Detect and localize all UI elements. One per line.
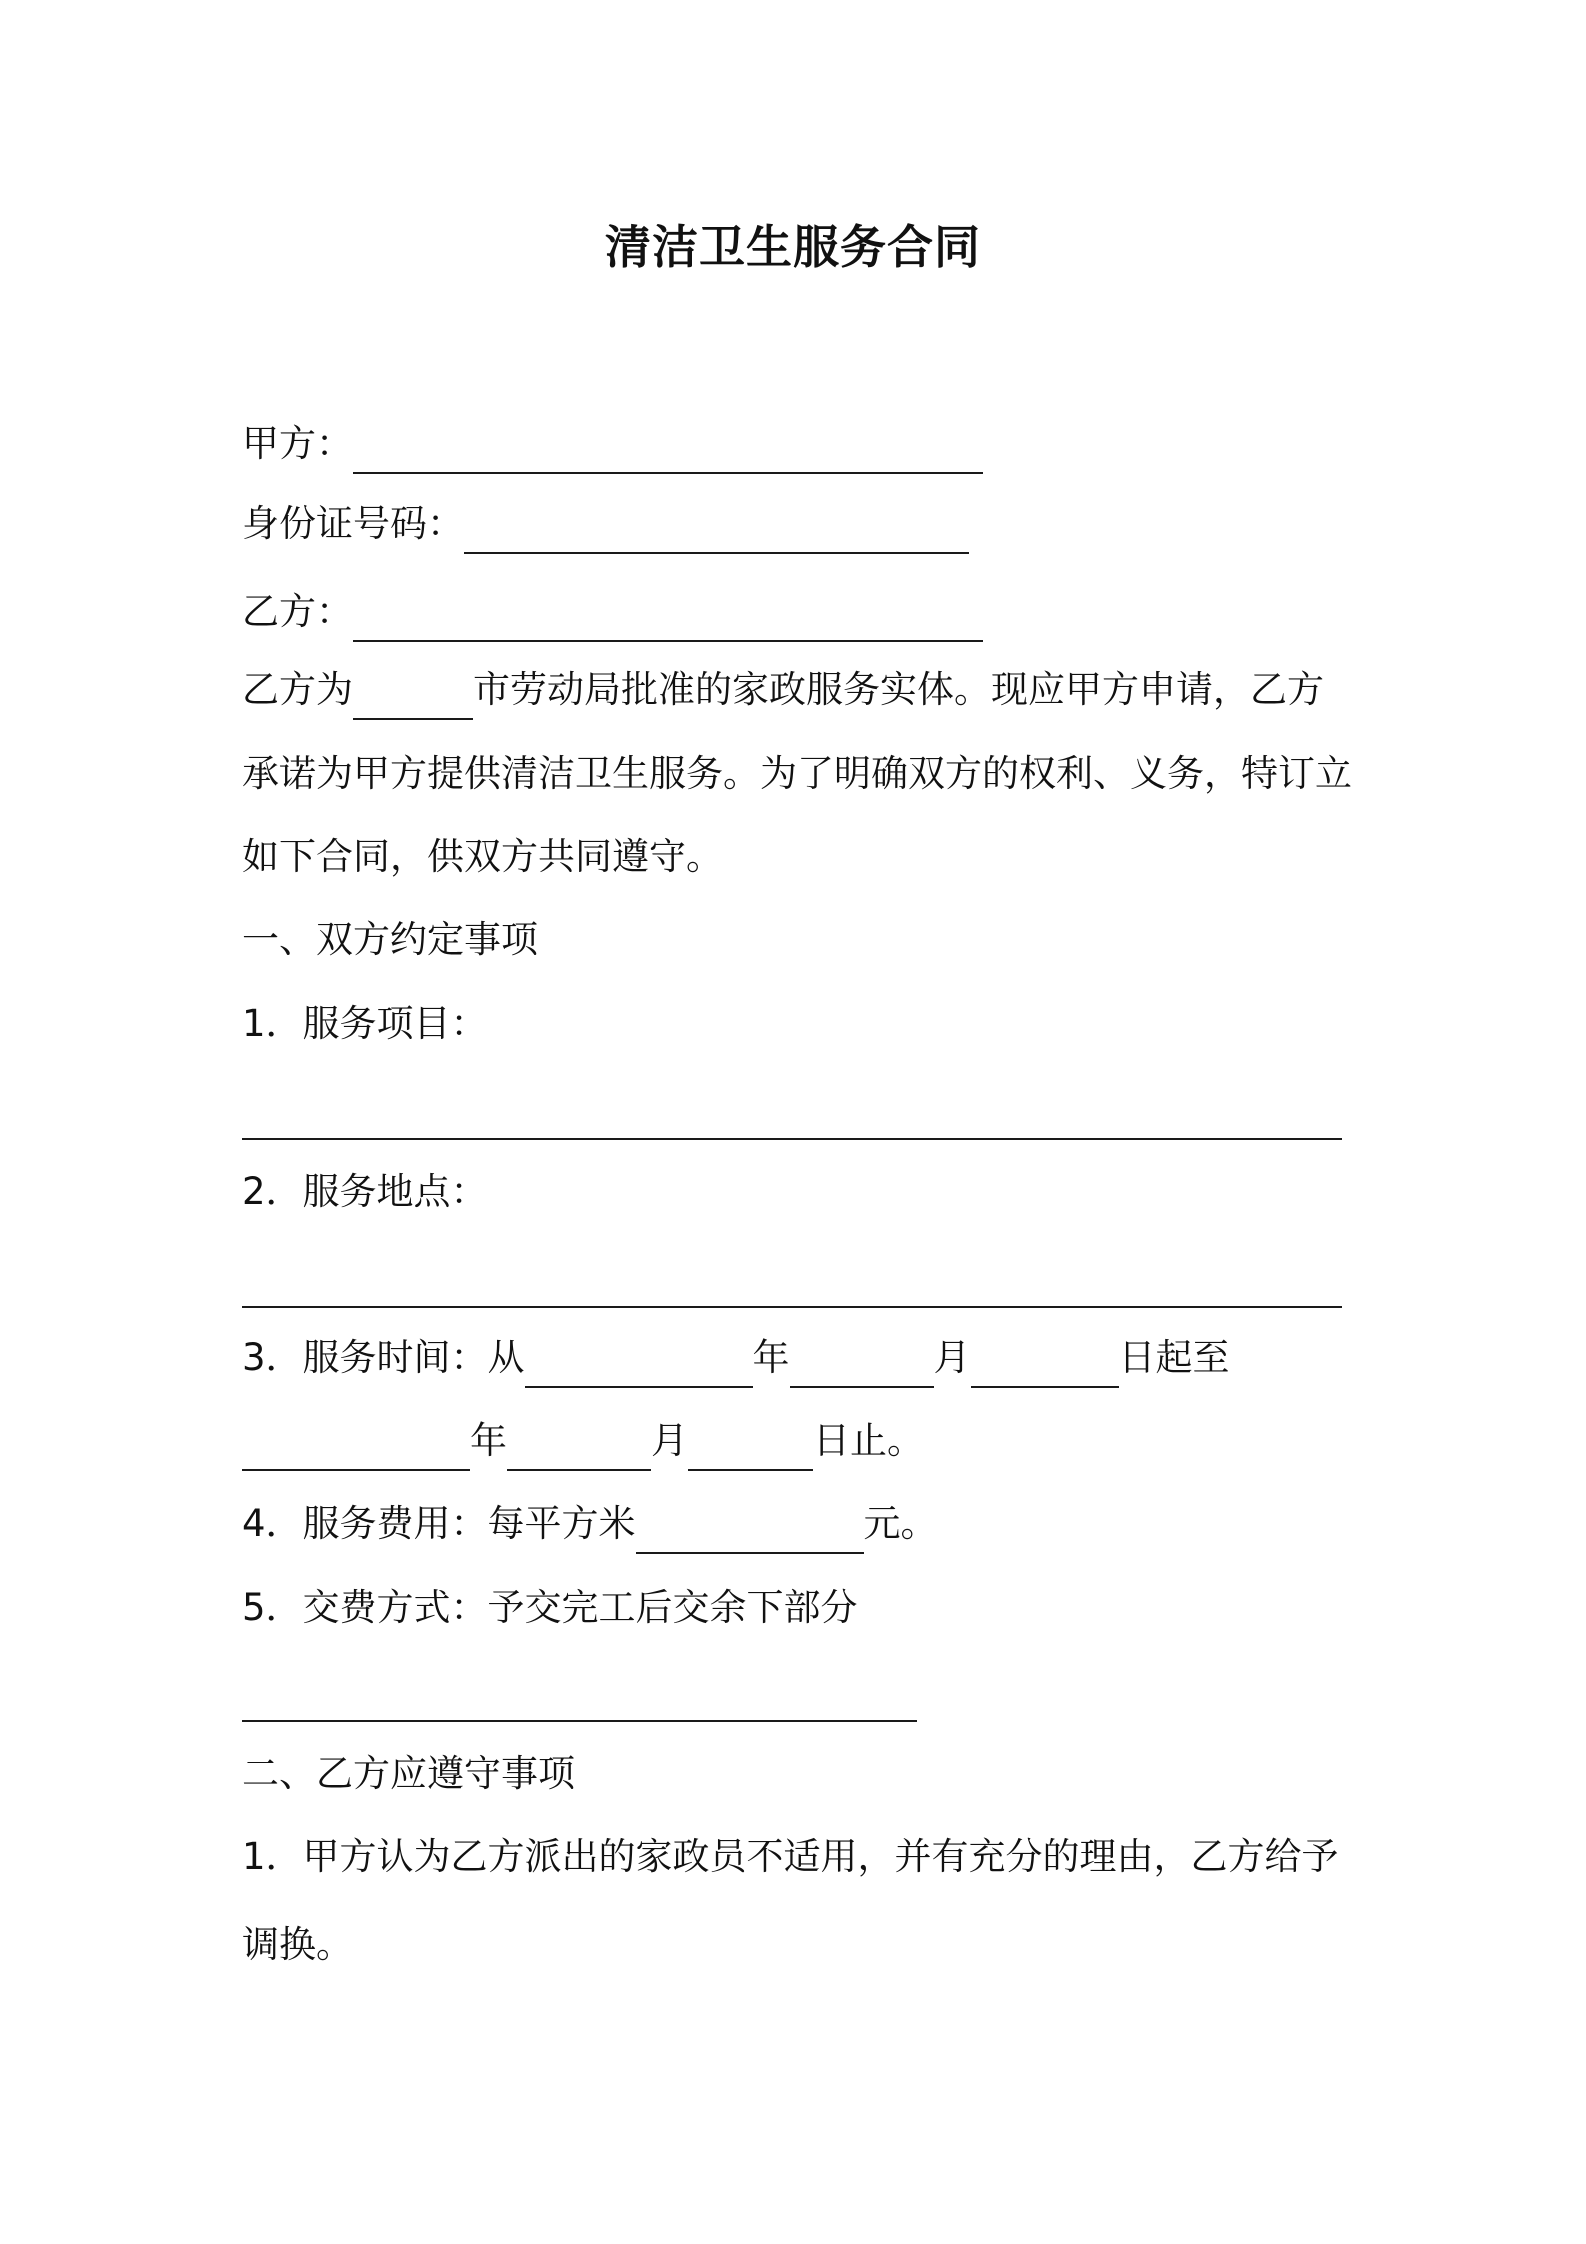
start-day-unit: 日起至 bbox=[1118, 1336, 1230, 1379]
end-month-unit: 月 bbox=[651, 1419, 688, 1462]
intro-line-3: 如下合同，供双方共同遵守。 bbox=[242, 835, 723, 878]
end-year-blank[interactable] bbox=[242, 1423, 470, 1471]
service-items-label: 1．服务项目： bbox=[242, 1002, 488, 1045]
party-b-label: 乙方： bbox=[242, 590, 353, 633]
service-fee-blank[interactable] bbox=[636, 1506, 864, 1554]
id-number-label: 身份证号码： bbox=[242, 502, 464, 545]
party-a-label: 甲方： bbox=[242, 422, 353, 465]
page-title: 清洁卫生服务合同 bbox=[605, 220, 981, 274]
section-2-item-1-line-2: 调换。 bbox=[242, 1923, 353, 1966]
payment-method-label: 5．交费方式：予交完工后交余下部分 bbox=[242, 1586, 858, 1629]
start-year-blank[interactable] bbox=[525, 1340, 753, 1388]
intro-line-1 bbox=[242, 660, 1324, 720]
end-year-unit: 年 bbox=[470, 1419, 507, 1462]
service-location-blank[interactable] bbox=[242, 1260, 1342, 1308]
service-items-row bbox=[242, 1080, 1342, 1140]
service-fee-row bbox=[242, 1494, 938, 1554]
id-number-blank[interactable] bbox=[464, 506, 969, 554]
payment-method-row bbox=[242, 1662, 917, 1722]
start-month-blank[interactable] bbox=[790, 1340, 934, 1388]
intro-text-end: 市劳动局批准的家政服务实体。现应甲方申请，乙方 bbox=[473, 668, 1324, 711]
city-blank[interactable] bbox=[353, 672, 473, 720]
party-b-blank[interactable] bbox=[353, 594, 983, 642]
section-2-heading: 二、乙方应遵守事项 bbox=[242, 1752, 575, 1795]
id-number-row bbox=[242, 494, 969, 554]
end-month-blank[interactable] bbox=[507, 1423, 651, 1471]
section-1-heading: 一、双方约定事项 bbox=[242, 918, 538, 961]
service-time-row-1 bbox=[242, 1328, 1230, 1388]
end-day-blank[interactable] bbox=[688, 1423, 813, 1471]
start-day-blank[interactable] bbox=[971, 1340, 1119, 1388]
section-2-item-1-line-1: 1．甲方认为乙方派出的家政员不适用，并有充分的理由，乙方给予 bbox=[242, 1835, 1339, 1878]
start-year-unit: 年 bbox=[752, 1336, 790, 1379]
start-month-unit: 月 bbox=[933, 1336, 971, 1379]
intro-text-start: 乙方为 bbox=[242, 668, 353, 711]
service-time-row-2 bbox=[242, 1411, 924, 1471]
end-day-unit: 日止。 bbox=[813, 1419, 924, 1462]
service-location-label: 2．服务地点： bbox=[242, 1170, 488, 1213]
party-a-row bbox=[242, 414, 983, 474]
party-b-row bbox=[242, 582, 983, 642]
service-time-label: 3．服务时间：从 bbox=[242, 1336, 525, 1379]
service-fee-label: 4．服务费用：每平方米 bbox=[242, 1502, 636, 1545]
service-fee-unit: 元。 bbox=[863, 1502, 938, 1545]
service-items-blank[interactable] bbox=[242, 1092, 1342, 1140]
payment-method-blank[interactable] bbox=[242, 1674, 917, 1722]
party-a-blank[interactable] bbox=[353, 426, 983, 474]
intro-line-2: 承诺为甲方提供清洁卫生服务。为了明确双方的权利、义务，特订立 bbox=[242, 752, 1352, 795]
service-location-row bbox=[242, 1248, 1342, 1308]
